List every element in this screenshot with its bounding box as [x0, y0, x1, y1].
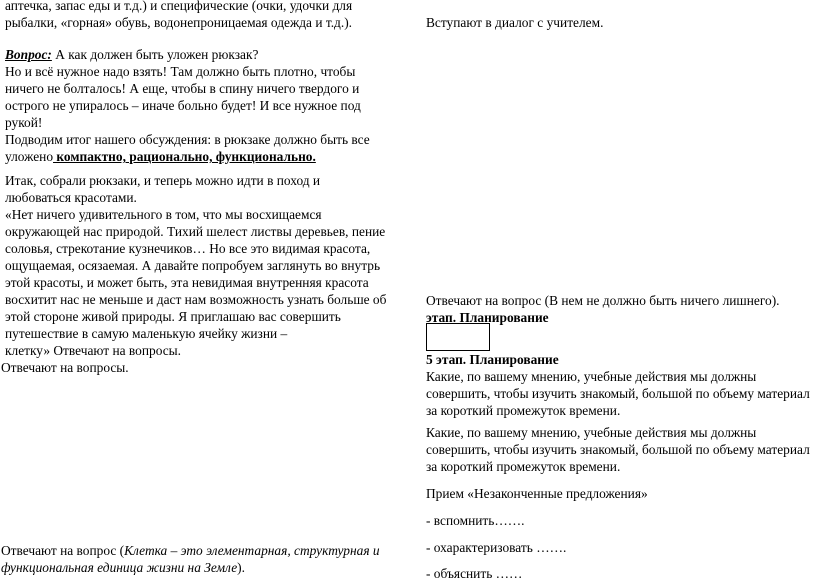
q1-line-1: Какие, по вашему мнению, учебные действия мы должны: [426, 369, 757, 384]
bottom-answer-italic-2: функциональная единица жизни на Земле: [1, 560, 238, 575]
hike-line-1: Итак, собрали рюкзаки, и теперь можно идти в поход и: [5, 173, 321, 188]
item-remember: - вспомнить…….: [426, 513, 525, 528]
bottom-answer-italic-1: Клетка – это элементарная, структурная и: [124, 543, 380, 558]
q1-line-3: за короткий промежуток времени.: [426, 403, 621, 418]
dialog-line: Вступают в диалог с учителем.: [426, 15, 604, 30]
question-line: [5, 46, 258, 63]
answer-line-4: рукой!: [5, 115, 43, 130]
hike-line-8: восхитит нас не меньше и даст нам возможность узнать больше об: [5, 292, 387, 307]
hike-line-10: путешествие в самую маленькую ячейку жизни –: [5, 326, 288, 341]
bottom-answer-prefix: Отвечают на вопрос (: [1, 543, 125, 558]
empty-box: [426, 323, 490, 351]
answer-line-2: ничего не болталось! А еще, чтобы в спину ничего твердого и: [5, 81, 360, 96]
stage5-title: 5 этап. Планирование: [426, 352, 559, 367]
hike-line-2: любоваться красотами.: [5, 190, 137, 205]
question-text: А как должен быть уложен рюкзак?: [51, 47, 259, 62]
summary-line: [5, 148, 316, 165]
summary-prefix: уложено: [5, 149, 54, 164]
technique-line: Прием «Незаконченные предложения»: [426, 486, 648, 501]
q1-line-2: совершить, чтобы изучить знакомый, большой по объему материал: [426, 386, 810, 401]
bottom-answer-line-2: [1, 559, 245, 576]
hike-line-4: окружающей нас природой. Тихий шелест листвы деревьев, пение: [5, 224, 386, 239]
intro-line-2: рыбалки, «горная» обувь, водонепроницаемая одежда и т.д.).: [5, 15, 353, 30]
hike-line-11: клетку» Отвечают на вопросы.: [5, 343, 182, 358]
answer-line-1: Но и всё нужное надо взять! Там должно быть плотно, чтобы: [5, 64, 356, 79]
answer-line-5: Подводим итог нашего обсуждения: в рюкзаке должно быть все: [5, 132, 370, 147]
hike-line-7: этой красоты, и может быть, эта невидимая внутренняя красота: [5, 275, 369, 290]
bottom-answer-suffix: ).: [237, 560, 245, 575]
summary-emphasis: компактно, рационально, функционально.: [53, 149, 316, 164]
intro-line-1: аптечка, запас еды и т.д.) и специфические (очки, удочки для: [5, 0, 353, 13]
bottom-answer-line-1: [1, 542, 380, 559]
hike-line-3: «Нет ничего удивительного в том, что мы восхищаемся: [5, 207, 322, 222]
hike-line-6: ощущаемая, осязаемая. А давайте попробуем заглянуть во внутрь: [5, 258, 381, 273]
hike-line-9: этой стороне живой природы. Я приглашаю вас совершить: [5, 309, 341, 324]
q2-line-1: Какие, по вашему мнению, учебные действия мы должны: [426, 425, 757, 440]
answer-line-3: острого не упиралось – иначе больно будет! И все нужное под: [5, 98, 361, 113]
q2-line-2: совершить, чтобы изучить знакомый, большой по объему материал: [426, 442, 810, 457]
stage-planning-label: этап. Планирование: [426, 310, 549, 325]
hike-line-5: соловья, стрекотание кузнечиков… Но все это видимая красота,: [5, 241, 371, 256]
answer-question-line: Отвечают на вопрос (В нем не должно быть ничего лишнего).: [426, 293, 780, 308]
question-label: Вопрос:: [5, 47, 52, 62]
q2-line-3: за короткий промежуток времени.: [426, 459, 621, 474]
answers-line: Отвечают на вопросы.: [1, 360, 129, 375]
item-explain: - объяснить ……: [426, 566, 523, 581]
item-characterize: - охарактеризовать …….: [426, 540, 567, 555]
